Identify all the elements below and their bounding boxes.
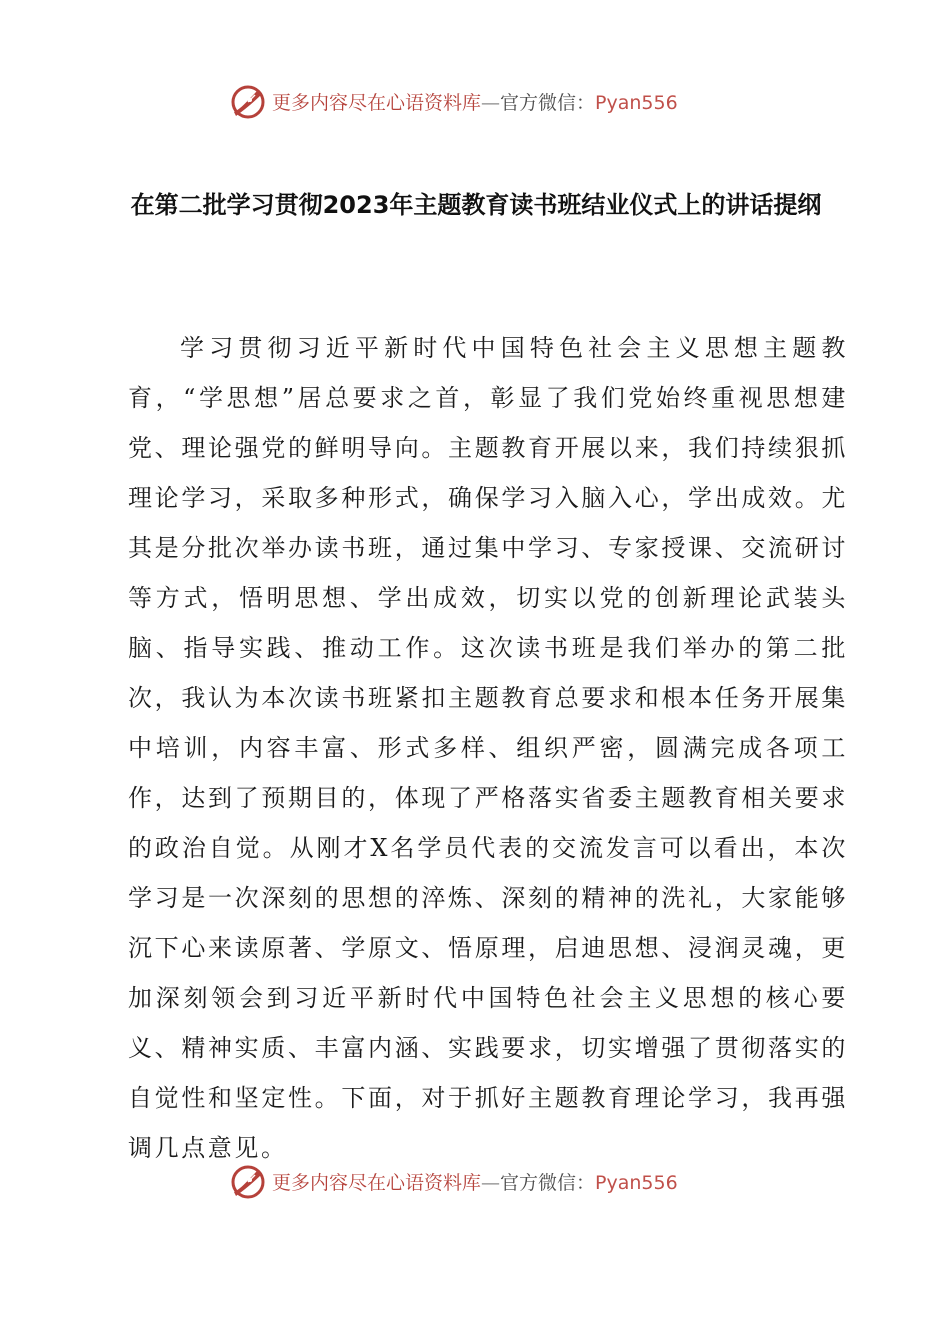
brand-text: 更多内容尽在心语资料库 <box>272 92 482 114</box>
pen-nib-logo-icon <box>228 1162 268 1202</box>
body-paragraph: 学习贯彻习近平新时代中国特色社会主义思想主题教育，“学思想”居总要求之首，彰显了我们党始终重视思想建党、理论强党的鲜明导向。主题教育开展以来，我们持续狠抓理论学习，采取多种形式，确保学习入脑入心，学出成效。尤其是分批次举办读书班，通过集中学习、专家授课、交流研讨等方式，悟明思想、学出成效，切实以党的创新理论武装头脑、指导实践、推动工作。这次读书班是我们举办的第二批次，我认为本次读书班紧扣主题教育总要求和根本任务开展集中培训，内容丰富、形式多样、组织严密，圆满完成各项工作，达到了预期目的，体现了严格落实省委主题教育相关要求的政治自觉。从刚才X名学员代表的交流发言可以看出，本次学习是一次深刻的思想的淬炼、深刻的精神的洗礼，大家能够沉下心来读原著、学原文、悟原理，启迪思想、浸润灵魂，更加深刻领会到习近平新时代中国特色社会主义思想的核心要义、精神实质、丰富内涵、实践要求，切实增强了贯彻落实的自觉性和坚定性。下面，对于抓好主题教育理论学习，我再强调几点意见。 <box>128 334 848 1162</box>
document-title: 在第二批学习贯彻2023年主题教育读书班结业仪式上的讲话提纲 <box>130 191 822 219</box>
banner-separator: — <box>481 1172 501 1194</box>
banner-text <box>272 1168 678 1195</box>
wechat-id: Pyan556 <box>595 1172 678 1194</box>
pen-nib-logo-icon <box>228 82 268 122</box>
footer-banner <box>0 1160 950 1204</box>
wechat-label: 官方微信： <box>500 92 596 114</box>
banner-text <box>272 88 678 115</box>
wechat-label: 官方微信： <box>500 1172 596 1194</box>
brand-text: 更多内容尽在心语资料库 <box>272 1172 482 1194</box>
banner-separator: — <box>481 92 501 114</box>
wechat-id: Pyan556 <box>595 92 678 114</box>
header-banner <box>0 80 950 124</box>
